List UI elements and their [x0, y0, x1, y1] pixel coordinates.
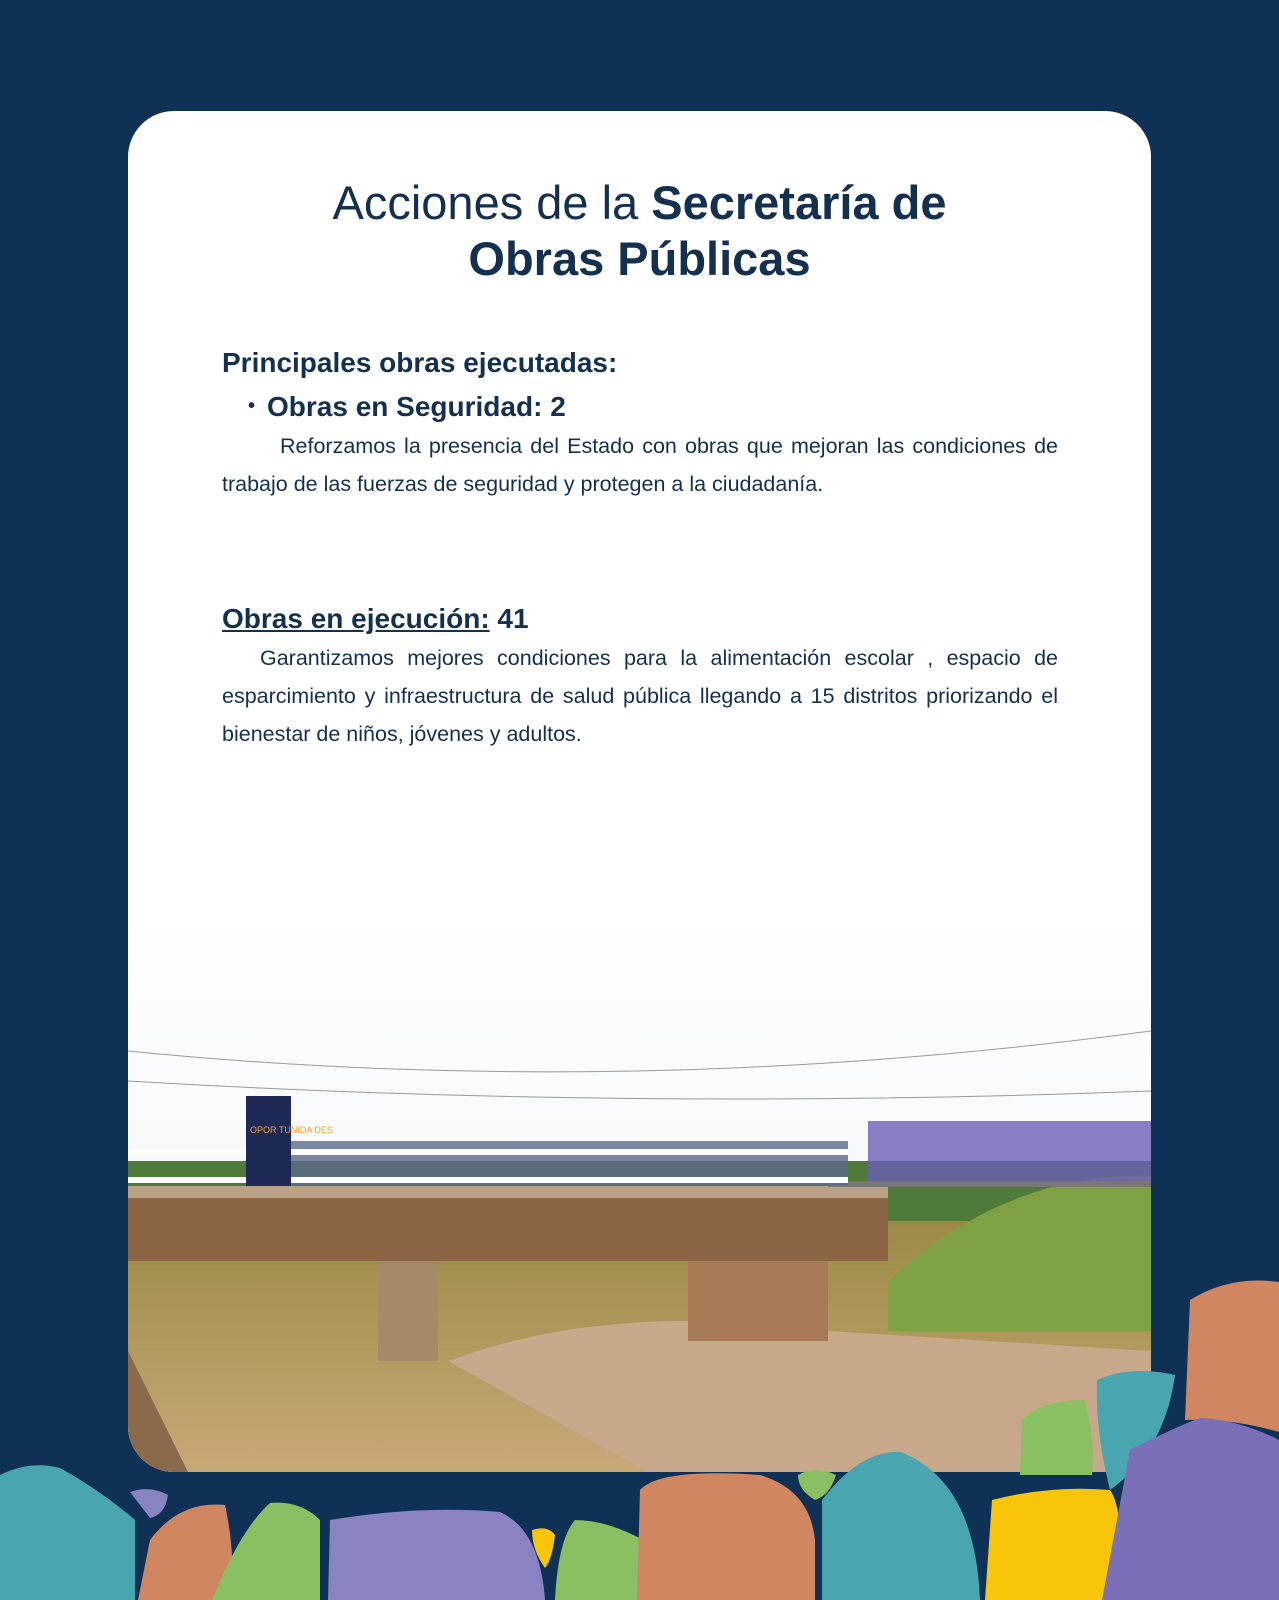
section-heading: Principales obras ejecutadas:: [222, 347, 618, 378]
title-bold-2: Obras Públicas: [468, 232, 811, 285]
banner-text: OPOR TUNIDA DES: [250, 1125, 333, 1135]
title-light: Acciones de la: [332, 176, 652, 229]
title-bold-1: Secretaría de: [651, 176, 947, 229]
section-body: Reforzamos la presencia del Estado con obras que mejoran las condiciones de trabajo de las fuerzas de seguridad y protegen a la ciudadanía.: [222, 434, 1058, 496]
section-body: Garantizamos mejores condiciones para la alimentación escolar , espacio de esparcimiento y infraestructura de salud pública llegando a 15 distritos priorizando el bienestar de niños, jóvenes y adultos.: [222, 646, 1058, 746]
in-progress-count: 41: [497, 603, 529, 634]
bullet-security: • Obras en Seguridad: 2: [248, 391, 1058, 423]
section-heading: Obras en ejecución:: [222, 603, 490, 634]
